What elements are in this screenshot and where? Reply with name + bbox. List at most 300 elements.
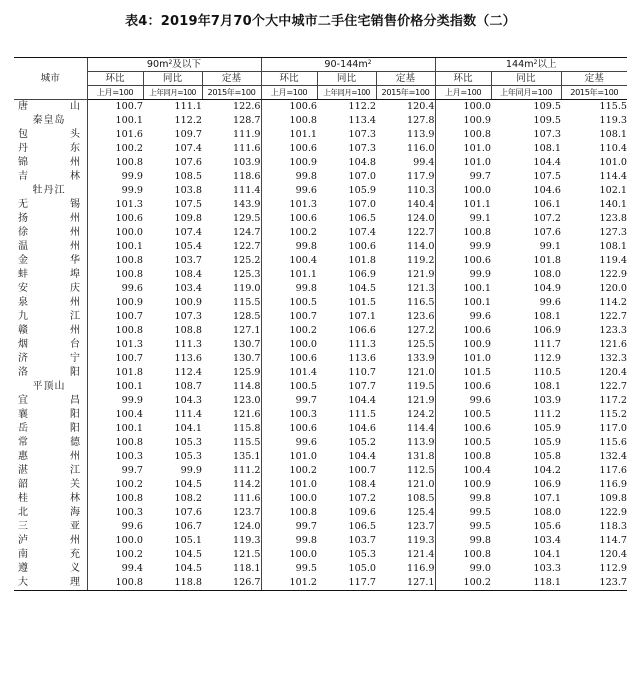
index-value-cell: 110.4: [599, 143, 628, 154]
index-value-cell: 101.6: [87, 128, 143, 142]
city-cell: [14, 394, 87, 408]
city-name: 南充: [18, 549, 80, 560]
city-name: 扬州: [18, 213, 80, 224]
index-value-cell: 100.3: [87, 450, 143, 464]
index-value-cell: 100.8: [87, 576, 143, 591]
index-value-cell: 121.4: [407, 549, 435, 560]
index-value-cell: 100.6: [348, 241, 376, 252]
index-value-cell: 99.0: [435, 562, 491, 576]
city-name: 吉林: [18, 171, 80, 182]
table-row: [14, 366, 627, 380]
city-cell: [14, 548, 87, 562]
city-name: 秦皇岛: [32, 115, 66, 126]
index-value-cell: 100.6: [87, 212, 143, 226]
index-value-cell: 100.0: [87, 226, 143, 240]
index-value-cell: 111.5: [348, 409, 376, 420]
table-row: [14, 226, 627, 240]
index-value-cell: 107.4: [348, 227, 376, 238]
index-value-cell: 103.7: [174, 255, 202, 266]
index-value-cell: 112.9: [599, 563, 628, 574]
city-name: 桂林: [18, 493, 80, 504]
city-name: 无锡: [18, 199, 80, 210]
index-value-cell: 100.1: [87, 114, 143, 128]
index-value-cell: 127.8: [407, 115, 435, 126]
index-value-cell: 99.5: [435, 506, 491, 520]
index-value-cell: 121.6: [233, 409, 261, 420]
index-value-cell: 101.2: [261, 576, 317, 591]
index-value-cell: 114.0: [407, 241, 435, 252]
table-row: [14, 352, 627, 366]
table-row: [14, 506, 627, 520]
index-value-cell: 99.7: [261, 394, 317, 408]
index-value-cell: 107.5: [533, 171, 562, 182]
index-value-cell: 117.6: [599, 465, 628, 476]
index-value-cell: 117.9: [407, 171, 435, 182]
city-name: 遵义: [18, 563, 80, 574]
yoy-header-g1: 同比: [143, 72, 202, 86]
index-value-cell: 101.0: [599, 157, 628, 168]
table-row: [14, 296, 627, 310]
index-value-cell: 100.8: [261, 114, 317, 128]
index-value-cell: 99.5: [261, 562, 317, 576]
index-value-cell: 115.8: [233, 423, 261, 434]
index-value-cell: 107.2: [533, 213, 562, 224]
city-cell: [14, 436, 87, 450]
index-value-cell: 124.7: [233, 227, 261, 238]
index-value-cell: 115.6: [599, 437, 628, 448]
index-value-cell: 100.2: [261, 464, 317, 478]
index-value-cell: 111.7: [533, 339, 562, 350]
index-value-cell: 113.6: [174, 353, 202, 364]
index-value-cell: 108.1: [533, 311, 562, 322]
city-cell: [14, 366, 87, 380]
index-value-cell: 106.5: [348, 521, 376, 532]
index-value-cell: 99.1: [435, 212, 491, 226]
city-name: 岳阳: [18, 423, 80, 434]
index-value-cell: 105.8: [533, 451, 562, 462]
index-value-cell: 108.5: [174, 171, 202, 182]
index-value-cell: 111.1: [174, 101, 202, 112]
index-value-cell: 122.7: [233, 241, 261, 252]
table-row: [14, 254, 627, 268]
index-value-cell: 100.8: [435, 548, 491, 562]
index-value-cell: 111.2: [233, 465, 261, 476]
index-value-cell: 99.6: [87, 282, 143, 296]
city-cell: [14, 268, 87, 282]
group-header-medium: $90-144m^2$: [261, 58, 435, 72]
index-value-cell: 127.1: [376, 576, 435, 591]
index-value-cell: 105.3: [174, 437, 202, 448]
city-name: 烟台: [18, 339, 80, 350]
city-name: 宜昌: [18, 395, 80, 406]
index-value-cell: 107.0: [348, 199, 376, 210]
index-value-cell: 108.5: [407, 493, 435, 504]
index-value-cell: 101.0: [261, 450, 317, 464]
index-value-cell: 107.4: [174, 143, 202, 154]
index-value-cell: 107.6: [174, 507, 202, 518]
index-value-cell: 106.9: [533, 325, 562, 336]
index-value-cell: 121.5: [233, 549, 261, 560]
index-value-cell: 99.8: [435, 534, 491, 548]
city-name: 牡丹江: [32, 185, 66, 196]
mom-header-g1: 环比: [87, 72, 143, 86]
table-row: [14, 492, 627, 506]
city-cell: [14, 450, 87, 464]
index-value-cell: 113.9: [407, 437, 435, 448]
index-value-cell: 107.0: [348, 171, 376, 182]
table-row: [14, 450, 627, 464]
index-value-cell: 104.4: [533, 157, 562, 168]
index-value-cell: 103.4: [533, 535, 562, 546]
index-value-cell: 100.7: [348, 465, 376, 476]
index-value-cell: 99.8: [261, 240, 317, 254]
index-value-cell: 111.3: [174, 339, 202, 350]
index-value-cell: 111.2: [533, 409, 562, 420]
index-value-cell: 116.9: [599, 479, 628, 490]
index-value-cell: 123.7: [407, 521, 435, 532]
index-value-cell: 100.2: [87, 142, 143, 156]
index-value-cell: 100.0: [261, 548, 317, 562]
index-value-cell: 99.6: [435, 310, 491, 324]
city-cell: [14, 296, 87, 310]
index-value-cell: 107.5: [174, 199, 202, 210]
index-value-cell: 122.9: [599, 507, 628, 518]
city-name: 锦州: [18, 157, 80, 168]
base-label-g3-1: 上月=100: [435, 86, 491, 100]
index-value-cell: 100.4: [261, 254, 317, 268]
index-value-cell: 100.8: [261, 506, 317, 520]
yoy-header-g3: 同比: [491, 72, 561, 86]
index-value-cell: 99.6: [261, 184, 317, 198]
index-value-cell: 100.6: [435, 254, 491, 268]
index-value-cell: 131.8: [407, 451, 435, 462]
table-row: [14, 436, 627, 450]
city-cell: [14, 254, 87, 268]
index-value-cell: 115.5: [233, 437, 261, 448]
index-value-cell: 119.3: [233, 535, 261, 546]
index-value-cell: 99.9: [180, 465, 202, 476]
city-cell: [14, 212, 87, 226]
index-value-cell: 143.9: [233, 199, 261, 210]
index-value-cell: 106.6: [348, 325, 376, 336]
index-value-cell: 106.9: [348, 269, 376, 280]
index-value-cell: 107.3: [174, 311, 202, 322]
index-value-cell: 118.1: [491, 576, 561, 591]
index-value-cell: 109.8: [174, 213, 202, 224]
index-value-cell: 108.2: [174, 493, 202, 504]
city-cell: [14, 128, 87, 142]
city-cell: [14, 562, 87, 576]
table-row: [14, 576, 627, 591]
index-value-cell: 120.4: [599, 549, 628, 560]
index-value-cell: 99.6: [539, 297, 562, 308]
index-value-cell: 117.0: [599, 423, 628, 434]
city-name: 唐山: [18, 101, 80, 112]
index-value-cell: 104.5: [174, 563, 202, 574]
index-value-cell: 106.1: [533, 199, 562, 210]
index-value-cell: 125.3: [233, 269, 261, 280]
index-value-cell: 101.5: [348, 297, 376, 308]
index-value-cell: 111.6: [233, 143, 261, 154]
index-value-cell: 118.6: [233, 171, 261, 182]
index-value-cell: 101.5: [435, 366, 491, 380]
base-label-g1-3: 2015年=100: [202, 86, 261, 100]
yoy-header-g2: 同比: [317, 72, 376, 86]
index-value-cell: 101.1: [261, 268, 317, 282]
index-value-cell: 100.5: [435, 436, 491, 450]
index-value-cell: 109.5: [533, 115, 562, 126]
index-value-cell: 102.1: [599, 185, 628, 196]
index-value-cell: 100.8: [435, 226, 491, 240]
index-value-cell: 109.7: [174, 129, 202, 140]
index-value-cell: 100.0: [435, 100, 491, 115]
index-value-cell: 100.1: [87, 380, 143, 394]
city-name: 三亚: [18, 521, 80, 532]
index-value-cell: 99.6: [87, 520, 143, 534]
index-value-cell: 99.8: [261, 534, 317, 548]
city-name: 金华: [18, 255, 80, 266]
index-value-cell: 128.5: [233, 311, 261, 322]
index-value-cell: 101.8: [348, 255, 376, 266]
index-value-cell: 108.1: [533, 381, 562, 392]
index-value-cell: 111.9: [233, 129, 261, 140]
index-value-cell: 113.6: [348, 353, 376, 364]
index-value-cell: 119.5: [407, 381, 435, 392]
index-value-cell: 100.7: [261, 310, 317, 324]
index-value-cell: 103.7: [348, 535, 376, 546]
index-value-cell: 122.9: [599, 269, 628, 280]
index-value-cell: 108.1: [599, 129, 628, 140]
index-value-cell: 100.6: [261, 142, 317, 156]
index-value-cell: 115.2: [599, 409, 628, 420]
index-value-cell: 99.8: [261, 170, 317, 184]
city-name: 韶关: [18, 479, 80, 490]
index-value-cell: 100.9: [435, 114, 491, 128]
city-name: 丹东: [18, 143, 80, 154]
index-value-cell: 101.0: [435, 156, 491, 170]
index-value-cell: 121.3: [407, 283, 435, 294]
index-value-cell: 100.1: [435, 282, 491, 296]
city-cell: [14, 408, 87, 422]
index-value-cell: 114.4: [599, 171, 628, 182]
city-name: 惠州: [18, 451, 80, 462]
base-label-g3-2: 上年同月=100: [491, 86, 561, 100]
index-value-cell: 104.6: [533, 185, 562, 196]
index-value-cell: 121.9: [407, 269, 435, 280]
index-value-cell: 107.6: [533, 227, 562, 238]
index-value-cell: 107.6: [174, 157, 202, 168]
index-value-cell: 105.0: [348, 563, 376, 574]
index-value-cell: 114.2: [599, 297, 628, 308]
index-value-cell: 100.8: [435, 128, 491, 142]
city-cell: [14, 310, 87, 324]
index-value-cell: 113.4: [348, 115, 376, 126]
table-row: [14, 142, 627, 156]
base-label-g2-2: 上年同月=100: [317, 86, 376, 100]
city-cell: [14, 226, 87, 240]
index-value-cell: 112.2: [348, 101, 376, 112]
table-row: [14, 408, 627, 422]
group-header-large: $144m^2$以上: [435, 58, 627, 72]
index-value-cell: 104.6: [348, 423, 376, 434]
city-cell: [14, 506, 87, 520]
index-value-cell: 105.9: [533, 437, 562, 448]
index-value-cell: 105.9: [533, 423, 562, 434]
city-name: 泉州: [18, 297, 80, 308]
base-label-g2-1: 上月=100: [261, 86, 317, 100]
index-value-cell: 107.7: [348, 381, 376, 392]
index-value-cell: 123.8: [599, 213, 628, 224]
index-value-cell: 104.1: [174, 423, 202, 434]
city-name: 洛阳: [18, 367, 80, 378]
index-value-cell: 108.4: [174, 269, 202, 280]
city-name: 北海: [18, 507, 80, 518]
city-name: 九江: [18, 311, 80, 322]
index-value-cell: 101.3: [87, 198, 143, 212]
index-value-cell: 104.8: [348, 157, 376, 168]
index-value-cell: 99.8: [261, 282, 317, 296]
city-cell: [14, 156, 87, 170]
index-value-cell: 101.0: [435, 142, 491, 156]
index-value-cell: 100.0: [261, 338, 317, 352]
city-cell: [14, 422, 87, 436]
city-cell: [14, 282, 87, 296]
index-value-cell: 104.9: [533, 283, 562, 294]
index-value-cell: 122.7: [599, 311, 628, 322]
city-name: 平顶山: [32, 381, 66, 392]
index-value-cell: 101.1: [261, 128, 317, 142]
index-value-cell: 100.8: [87, 156, 143, 170]
index-value-cell: 100.8: [87, 268, 143, 282]
index-value-cell: 119.4: [599, 255, 628, 266]
table-row: [14, 240, 627, 254]
index-value-cell: 107.1: [348, 311, 376, 322]
index-value-cell: 105.3: [348, 549, 376, 560]
index-value-cell: 108.0: [533, 507, 562, 518]
index-value-cell: 100.7: [87, 310, 143, 324]
index-value-cell: 101.1: [435, 198, 491, 212]
index-value-cell: 104.2: [533, 465, 562, 476]
city-cell: [14, 352, 87, 366]
city-name: 泸州: [18, 535, 80, 546]
base-label-g3-3: 2015年=100: [561, 86, 627, 100]
index-value-cell: 119.3: [599, 115, 628, 126]
table-row: [14, 198, 627, 212]
table-row: [14, 520, 627, 534]
index-value-cell: 107.4: [174, 227, 202, 238]
index-value-cell: 100.9: [174, 297, 202, 308]
index-value-cell: 127.1: [233, 325, 261, 336]
index-value-cell: 127.2: [407, 325, 435, 336]
index-value-cell: 104.4: [348, 451, 376, 462]
index-value-cell: 100.1: [87, 240, 143, 254]
index-value-cell: 100.2: [261, 226, 317, 240]
index-value-cell: 105.1: [174, 535, 202, 546]
index-value-cell: 107.2: [348, 493, 376, 504]
index-value-cell: 128.7: [233, 115, 261, 126]
index-value-cell: 99.1: [539, 241, 562, 252]
index-value-cell: 135.1: [233, 451, 261, 462]
index-value-cell: 123.0: [233, 395, 261, 406]
index-value-cell: 129.5: [233, 213, 261, 224]
index-value-cell: 100.9: [261, 156, 317, 170]
table-row: [14, 562, 627, 576]
index-value-cell: 103.8: [174, 185, 202, 196]
city-name: 赣州: [18, 325, 80, 336]
city-cell: [14, 198, 87, 212]
index-value-cell: 132.4: [599, 451, 628, 462]
table-title: 表4：2019年7月70个大中城市二手住宅销售价格分类指数（二）: [125, 14, 516, 29]
index-value-cell: 124.0: [407, 213, 435, 224]
city-cell: [14, 464, 87, 478]
index-value-cell: 109.8: [599, 493, 628, 504]
index-value-cell: 99.9: [435, 268, 491, 282]
index-value-cell: 100.4: [87, 408, 143, 422]
table-row: [14, 534, 627, 548]
city-cell: [14, 534, 87, 548]
city-name: 常德: [18, 437, 80, 448]
index-value-cell: 125.5: [407, 339, 435, 350]
index-value-cell: 123.7: [233, 507, 261, 518]
base-label-g1-1: 上月=100: [87, 86, 143, 100]
index-value-cell: 100.1: [435, 296, 491, 310]
table-row: [14, 310, 627, 324]
table-row: [14, 478, 627, 492]
index-value-cell: 100.6: [261, 422, 317, 436]
index-value-cell: 120.4: [599, 367, 628, 378]
index-value-cell: 115.5: [599, 101, 628, 112]
index-value-cell: 140.4: [407, 199, 435, 210]
city-name: 湛江: [18, 465, 80, 476]
table-row: [14, 128, 627, 142]
index-value-cell: 100.9: [87, 296, 143, 310]
index-value-cell: 100.2: [261, 324, 317, 338]
index-value-cell: 101.0: [261, 478, 317, 492]
index-value-cell: 118.3: [599, 521, 628, 532]
index-value-cell: 122.7: [599, 381, 628, 392]
index-value-cell: 108.0: [533, 269, 562, 280]
index-value-cell: 101.8: [533, 255, 562, 266]
index-value-cell: 103.3: [533, 563, 562, 574]
index-value-cell: 125.9: [233, 367, 261, 378]
index-value-cell: 121.0: [407, 367, 435, 378]
index-value-cell: 117.7: [317, 576, 376, 591]
index-value-cell: 107.3: [348, 129, 376, 140]
index-value-cell: 108.1: [533, 143, 562, 154]
index-value-cell: 121.6: [599, 339, 628, 350]
index-value-cell: 100.4: [435, 464, 491, 478]
index-value-cell: 130.7: [233, 339, 261, 350]
table-row: [14, 156, 627, 170]
table-row: [14, 548, 627, 562]
index-value-cell: 116.9: [407, 563, 435, 574]
index-value-cell: 99.6: [435, 394, 491, 408]
index-value-cell: 100.5: [261, 296, 317, 310]
index-value-cell: 99.7: [261, 520, 317, 534]
index-value-cell: 100.8: [87, 254, 143, 268]
index-value-cell: 109.6: [348, 507, 376, 518]
index-value-cell: 111.4: [233, 185, 261, 196]
index-value-cell: 99.7: [87, 464, 143, 478]
index-value-cell: 119.3: [407, 535, 435, 546]
index-value-cell: 103.9: [233, 157, 261, 168]
table-row: [14, 170, 627, 184]
city-cell: [14, 324, 87, 338]
index-value-cell: 99.7: [435, 170, 491, 184]
city-cell: [14, 184, 87, 198]
index-value-cell: 122.7: [407, 227, 435, 238]
table-row: [14, 100, 627, 115]
